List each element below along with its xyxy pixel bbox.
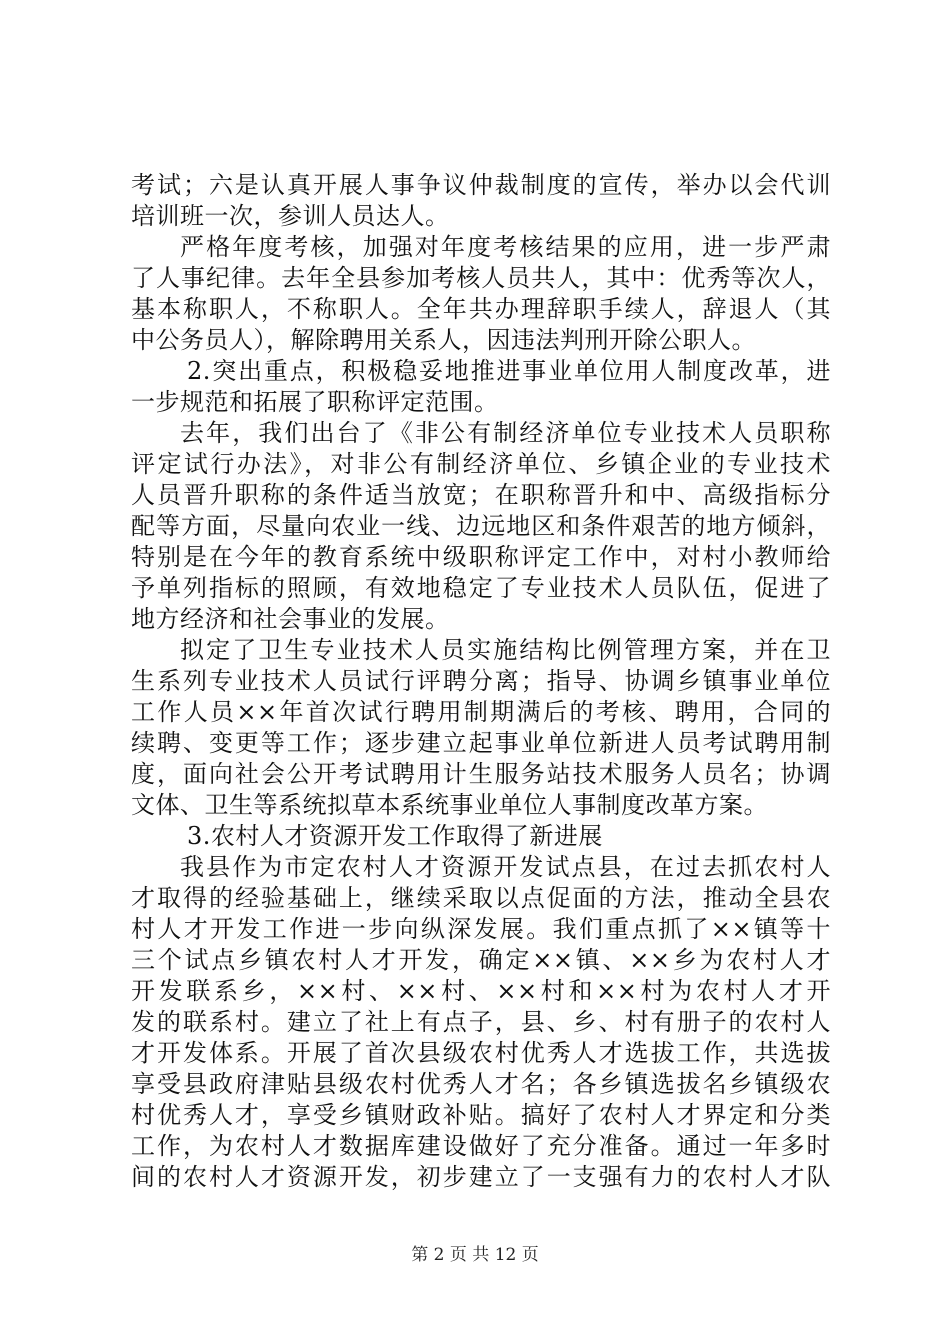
text-line: 村优秀人才，享受乡镇财政补贴。搞好了农村人才界定和分类 xyxy=(131,1101,831,1129)
text-line: 开发联系乡，××村、××村、××村和××村为农村人才开 xyxy=(131,977,831,1005)
text-line: 享受县政府津贴县级农村优秀人才名；各乡镇选拔名乡镇级农 xyxy=(131,1070,831,1098)
text-line: 间的农村人才资源开发，初步建立了一支强有力的农村人才队 xyxy=(131,1163,831,1191)
text-line: 中公务员人），解除聘用关系人，因违法判刑开除公职人。 xyxy=(131,326,756,354)
text-line: 特别是在今年的教育系统中级职称评定工作中，对村小教师给 xyxy=(131,543,831,571)
text-line: 予单列指标的照顾，有效地稳定了专业技术人员队伍，促进了 xyxy=(131,574,831,602)
paragraph-start-line: 严格年度考核，加强对年度考核结果的应用，进一步严肃 xyxy=(180,233,831,261)
text-line: 村人才开发工作进一步向纵深发展。我们重点抓了××镇等十 xyxy=(131,915,831,943)
section-heading-line: 3.农村人才资源开发工作取得了新进展 xyxy=(187,822,603,850)
text-line: 度，面向社会公开考试聘用计生服务站技术服务人员名；协调 xyxy=(131,760,831,788)
text-line: 文体、卫生等系统拟草本系统事业单位人事制度改革方案。 xyxy=(131,791,768,819)
text-line: 考试；六是认真开展人事争议仲裁制度的宣传，举办以会代训 xyxy=(131,171,831,199)
text-line: 发的联系村。建立了社上有点子，县、乡、村有册子的农村人 xyxy=(131,1008,831,1036)
document-body xyxy=(131,170,831,1193)
text-line: 培训班一次，参训人员达人。 xyxy=(131,202,450,230)
text-line: 才取得的经验基础上，继续采取以点促面的方法，推动全县农 xyxy=(131,884,831,912)
text-line: 评定试行办法》，对非公有制经济单位、乡镇企业的专业技术 xyxy=(131,450,831,478)
paragraph-start-line: 去年，我们出台了《非公有制经济单位专业技术人员职称 xyxy=(180,419,831,447)
section-heading-line: 2.突出重点，积极稳妥地推进事业单位用人制度改革，进 xyxy=(187,357,831,385)
text-line: 才开发体系。开展了首次县级农村优秀人才选拔工作，共选拔 xyxy=(131,1039,831,1067)
text-line: 配等方面，尽量向农业一线、边远地区和条件艰苦的地方倾斜， xyxy=(131,512,831,540)
text-line: 续聘、变更等工作；逐步建立起事业单位新进人员考试聘用制 xyxy=(131,729,831,757)
text-line: 了人事纪律。去年全县参加考核人员共人，其中：优秀等次人， xyxy=(131,264,831,292)
text-line: 三个试点乡镇农村人才开发，确定××镇、××乡为农村人才 xyxy=(131,946,831,974)
text-line: 工作，为农村人才数据库建设做好了充分准备。通过一年多时 xyxy=(131,1132,831,1160)
text-line: 生系列专业技术人员试行评聘分离；指导、协调乡镇事业单位 xyxy=(131,667,831,695)
page-number-footer: 第 2 页 共 12 页 xyxy=(411,1245,539,1265)
text-line: 基本称职人，不称职人。全年共办理辞职手续人，辞退人（其 xyxy=(131,295,831,323)
paragraph-start-line: 拟定了卫生专业技术人员实施结构比例管理方案，并在卫 xyxy=(180,636,831,664)
text-line: 人员晋升职称的条件适当放宽；在职称晋升和中、高级指标分 xyxy=(131,481,831,509)
text-line: 地方经济和社会事业的发展。 xyxy=(131,605,450,633)
text-line: 一步规范和拓展了职称评定范围。 xyxy=(131,388,499,416)
text-line: 工作人员××年首次试行聘用制期满后的考核、聘用，合同的 xyxy=(131,698,831,726)
paragraph-start-line: 我县作为市定农村人才资源开发试点县，在过去抓农村人 xyxy=(180,853,831,881)
